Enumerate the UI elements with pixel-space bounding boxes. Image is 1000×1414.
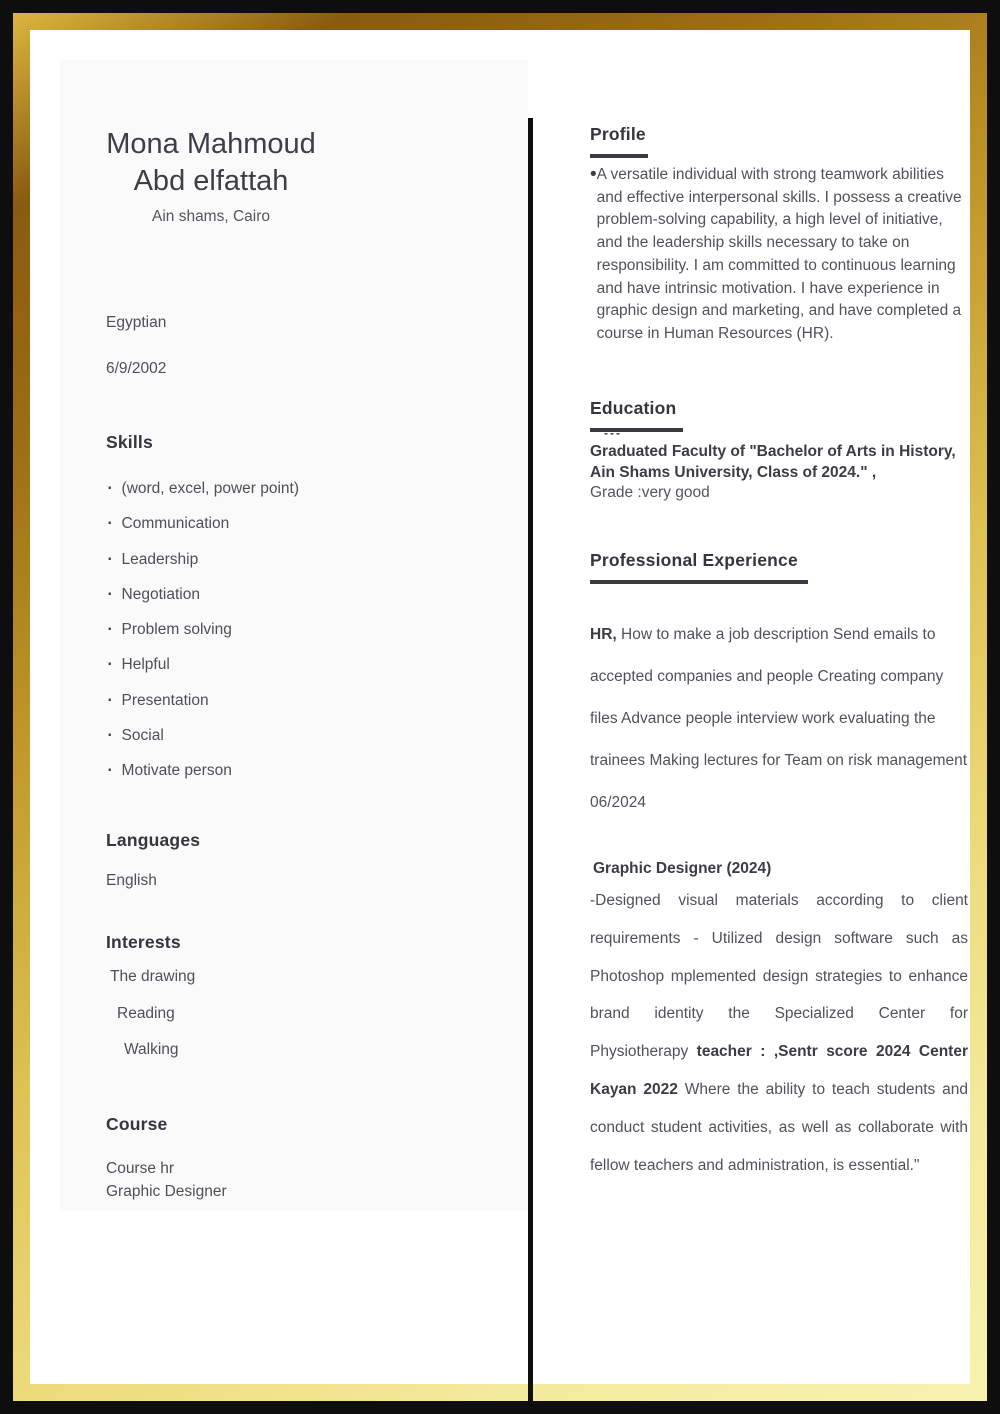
name-line-2: Abd elfattah bbox=[133, 165, 289, 197]
square-bullet-icon: ▪ bbox=[108, 483, 112, 494]
education-body bbox=[590, 442, 968, 504]
interests-list bbox=[106, 966, 195, 1076]
list-item bbox=[106, 872, 157, 890]
profile-paragraph bbox=[590, 164, 968, 346]
course-heading: Course bbox=[106, 1114, 168, 1134]
bold-text-run: teacher : ,Sentr score 2024 Center Kayan 2022 bbox=[590, 1043, 968, 1098]
square-bullet-icon: ▪ bbox=[108, 659, 112, 671]
list-item-label: Communication bbox=[121, 515, 230, 533]
dot-bullet-icon: • bbox=[590, 164, 597, 185]
list-item-label: Motivate person bbox=[121, 762, 232, 780]
list-item bbox=[108, 725, 508, 746]
skills-heading: Skills bbox=[106, 432, 153, 452]
education-grade-text: Grade :very good bbox=[590, 484, 710, 501]
content-area bbox=[30, 30, 970, 1384]
professional-experience-underline bbox=[590, 580, 808, 584]
education-degree-text: Graduated Faculty of "Bachelor of Arts in History, Ain Shams University, Class of 2024." , bbox=[590, 443, 956, 481]
list-item bbox=[108, 690, 508, 711]
square-bullet-icon: ▪ bbox=[108, 624, 112, 636]
course-line-1: Course hr bbox=[106, 1160, 175, 1177]
graphic-designer-title: Graphic Designer (2024) bbox=[593, 860, 772, 877]
profile-text: A versatile individual with strong teamwork abilities and effective interpersonal skills. I possess a creative problem-solving capability, a high level of initiative, and the leadership skills necessary to take on responsibility. I am committed to continuous learning and have intrinsic motivation. I have experience in graphic design and marketing, and have completed a course in Human Resources (HR). bbox=[596, 166, 962, 342]
name-heading bbox=[66, 126, 356, 200]
education-dashes: --- bbox=[604, 426, 622, 440]
skills-list bbox=[108, 478, 508, 796]
list-item-label: Social bbox=[121, 727, 164, 745]
list-item bbox=[108, 478, 508, 499]
list-item-label: Leadership bbox=[121, 550, 199, 568]
list-item-label: The drawing bbox=[110, 968, 196, 985]
list-item bbox=[108, 513, 508, 534]
list-item bbox=[108, 654, 508, 675]
list-item bbox=[108, 549, 508, 570]
languages-list bbox=[106, 872, 157, 890]
list-item bbox=[108, 584, 508, 605]
course-lines bbox=[106, 1158, 227, 1203]
text-run: Where the ability to teach students and conduct student activities, as well as collaborate with fellow teachers and administration, is essential." bbox=[590, 1080, 969, 1174]
interests-heading: Interests bbox=[106, 932, 181, 952]
list-item-label: Reading bbox=[117, 1004, 175, 1022]
name-line-1: Mona Mahmoud bbox=[106, 128, 316, 160]
column-divider bbox=[528, 118, 533, 1414]
education-heading: Education bbox=[590, 398, 677, 418]
square-bullet-icon: ▪ bbox=[108, 730, 112, 742]
list-item-label: English bbox=[106, 872, 157, 889]
list-item bbox=[108, 619, 508, 640]
course-line-2: Graphic Designer bbox=[106, 1182, 227, 1200]
birthdate-text: 6/9/2002 bbox=[106, 360, 167, 377]
languages-heading: Languages bbox=[106, 830, 201, 850]
list-item-label: Problem solving bbox=[121, 621, 232, 639]
text-run: -Designed visual materials according to client requirements - Utilized design software such as Photoshop mplemented design strategies to enhance brand identity the Specialized Center for Physiotherapy bbox=[590, 892, 968, 1061]
profile-heading: Profile bbox=[590, 124, 646, 144]
list-item-label: Negotiation bbox=[121, 585, 200, 603]
location-text: Ain shams, Cairo bbox=[151, 208, 270, 225]
list-item-label: Walking bbox=[124, 1041, 179, 1058]
square-bullet-icon: ▪ bbox=[108, 765, 112, 777]
square-bullet-icon: ▪ bbox=[108, 588, 112, 600]
list-item bbox=[106, 966, 195, 988]
list-item bbox=[108, 760, 508, 781]
square-bullet-icon: ▪ bbox=[108, 518, 112, 530]
square-bullet-icon: ▪ bbox=[108, 553, 112, 565]
text-run: How to make a job description Send emails to accepted companies and people Creating company files Advance people interview work evaluating the trainees Making lectures for Team on risk management 06/2024 bbox=[590, 626, 968, 811]
list-item-label: Presentation bbox=[121, 691, 209, 709]
hr-experience-paragraph bbox=[590, 614, 968, 824]
graphic-designer-paragraph bbox=[590, 882, 968, 1184]
profile-heading-underline bbox=[590, 154, 648, 158]
list-item-label: Helpful bbox=[121, 656, 170, 674]
list-item bbox=[106, 1003, 195, 1025]
list-item bbox=[106, 1039, 195, 1061]
square-bullet-icon: ▪ bbox=[108, 694, 112, 706]
bold-text-run: HR, bbox=[590, 626, 617, 643]
list-item-label: (word, excel, power point) bbox=[121, 480, 300, 497]
nationality-text: Egyptian bbox=[106, 314, 167, 331]
professional-experience-heading: Professional Experience bbox=[590, 550, 798, 570]
